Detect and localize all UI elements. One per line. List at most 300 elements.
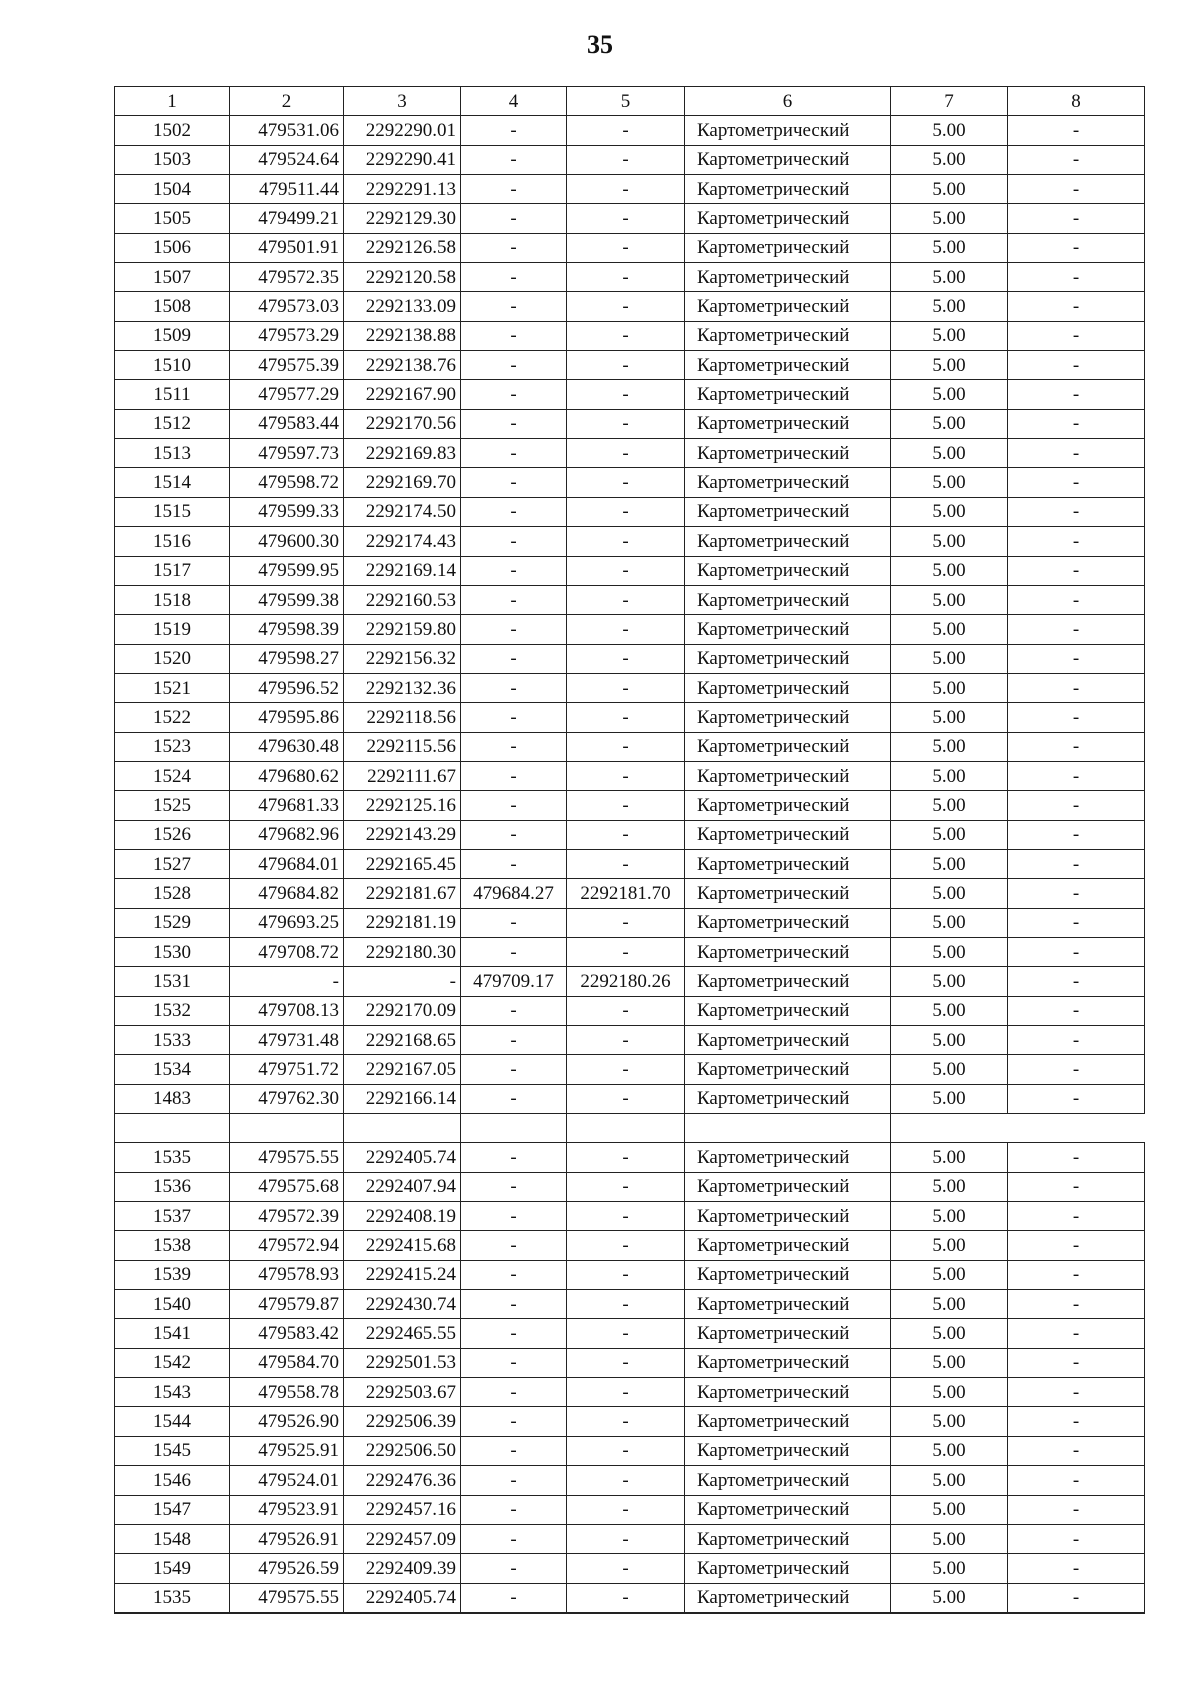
- cell-col-8: -: [1008, 1231, 1145, 1260]
- cell-col-8: -: [1008, 908, 1145, 937]
- cell-col-6: Картометрический: [685, 585, 891, 614]
- table-row: [115, 233, 1145, 262]
- cell-col-2: 479575.39: [230, 351, 344, 380]
- header-row: [115, 87, 1145, 116]
- cell-col-5: -: [567, 116, 685, 145]
- cell-col-4: -: [461, 233, 567, 262]
- cell-col-7: 5.00: [891, 556, 1008, 585]
- cell-col-2: 479693.25: [230, 908, 344, 937]
- cell-col-4: -: [461, 321, 567, 350]
- cell-col-4: 479709.17: [461, 967, 567, 996]
- cell-col-6: Картометрический: [685, 204, 891, 233]
- cell-col-5: -: [567, 233, 685, 262]
- cell-col-8: -: [1008, 1583, 1145, 1613]
- cell-col-8: -: [1008, 233, 1145, 262]
- cell-col-4: -: [461, 585, 567, 614]
- cell-col-2: 2: [230, 87, 344, 116]
- cell-col-1: 1528: [115, 879, 230, 908]
- cell-col-6: Картометрический: [685, 1172, 891, 1201]
- cell-col-8: -: [1008, 145, 1145, 174]
- cell-col-2: 479572.35: [230, 263, 344, 292]
- table-row: [115, 1202, 1145, 1231]
- cell-col-2: 479523.91: [230, 1495, 344, 1524]
- cell-col-4: -: [461, 1495, 567, 1524]
- cell-col-5: -: [567, 1319, 685, 1348]
- cell-col-1: 1517: [115, 556, 230, 585]
- cell-col-7: 5.00: [891, 145, 1008, 174]
- cell-col-7: 5.00: [891, 673, 1008, 702]
- cell-col-3: -: [344, 967, 461, 996]
- table-row: [115, 1260, 1145, 1289]
- cell-col-6: Картометрический: [685, 292, 891, 321]
- table-row: [115, 1231, 1145, 1260]
- cell-col-6: Картометрический: [685, 908, 891, 937]
- empty-cell: [567, 1114, 685, 1143]
- cell-col-6: Картометрический: [685, 1495, 891, 1524]
- cell-col-1: 1537: [115, 1202, 230, 1231]
- cell-col-2: 479526.90: [230, 1407, 344, 1436]
- cell-col-6: Картометрический: [685, 233, 891, 262]
- cell-col-8: -: [1008, 1084, 1145, 1113]
- cell-col-5: -: [567, 556, 685, 585]
- cell-col-7: 5.00: [891, 908, 1008, 937]
- cell-col-3: 2292168.65: [344, 1026, 461, 1055]
- cell-col-4: -: [461, 1172, 567, 1201]
- empty-cell: [1008, 1114, 1145, 1143]
- cell-col-3: 2292138.76: [344, 351, 461, 380]
- cell-col-8: -: [1008, 292, 1145, 321]
- cell-col-3: 2292167.05: [344, 1055, 461, 1084]
- cell-col-7: 7: [891, 87, 1008, 116]
- cell-col-8: -: [1008, 585, 1145, 614]
- cell-col-6: Картометрический: [685, 497, 891, 526]
- cell-col-1: 1544: [115, 1407, 230, 1436]
- cell-col-4: -: [461, 673, 567, 702]
- table-row: [115, 292, 1145, 321]
- cell-col-1: 1519: [115, 615, 230, 644]
- cell-col-8: -: [1008, 175, 1145, 204]
- cell-col-5: -: [567, 1436, 685, 1465]
- cell-col-5: -: [567, 321, 685, 350]
- cell-col-4: -: [461, 820, 567, 849]
- cell-col-5: -: [567, 1202, 685, 1231]
- cell-col-2: 479573.03: [230, 292, 344, 321]
- cell-col-8: -: [1008, 204, 1145, 233]
- cell-col-2: 479572.94: [230, 1231, 344, 1260]
- cell-col-7: 5.00: [891, 1554, 1008, 1583]
- cell-col-6: Картометрический: [685, 615, 891, 644]
- cell-col-4: -: [461, 1554, 567, 1583]
- cell-col-3: 3: [344, 87, 461, 116]
- cell-col-7: 5.00: [891, 1407, 1008, 1436]
- cell-col-2: 479599.38: [230, 585, 344, 614]
- cell-col-5: -: [567, 1466, 685, 1495]
- cell-col-8: -: [1008, 468, 1145, 497]
- cell-col-8: -: [1008, 1466, 1145, 1495]
- cell-col-1: 1531: [115, 967, 230, 996]
- cell-col-7: 5.00: [891, 497, 1008, 526]
- cell-col-8: -: [1008, 1495, 1145, 1524]
- cell-col-5: -: [567, 1231, 685, 1260]
- cell-col-2: 479598.27: [230, 644, 344, 673]
- table-row: [115, 703, 1145, 732]
- cell-col-5: -: [567, 1290, 685, 1319]
- cell-col-4: -: [461, 996, 567, 1025]
- cell-col-2: 479577.29: [230, 380, 344, 409]
- cell-col-1: 1529: [115, 908, 230, 937]
- cell-col-8: -: [1008, 1407, 1145, 1436]
- cell-col-8: -: [1008, 380, 1145, 409]
- cell-col-5: -: [567, 761, 685, 790]
- cell-col-2: 479680.62: [230, 761, 344, 790]
- cell-col-8: -: [1008, 791, 1145, 820]
- table-row: [115, 1466, 1145, 1495]
- cell-col-6: Картометрический: [685, 1524, 891, 1553]
- cell-col-3: 2292156.32: [344, 644, 461, 673]
- cell-col-6: Картометрический: [685, 761, 891, 790]
- cell-col-7: 5.00: [891, 849, 1008, 878]
- cell-col-7: 5.00: [891, 1084, 1008, 1113]
- cell-col-1: 1512: [115, 409, 230, 438]
- cell-col-2: 479597.73: [230, 439, 344, 468]
- cell-col-7: 5.00: [891, 761, 1008, 790]
- cell-col-7: 5.00: [891, 263, 1008, 292]
- cell-col-3: 2292181.67: [344, 879, 461, 908]
- cell-col-3: 2292174.43: [344, 527, 461, 556]
- table-row: [115, 204, 1145, 233]
- cell-col-3: 2292170.56: [344, 409, 461, 438]
- cell-col-2: 479575.68: [230, 1172, 344, 1201]
- cell-col-6: Картометрический: [685, 644, 891, 673]
- cell-col-1: 1523: [115, 732, 230, 761]
- table-row: [115, 849, 1145, 878]
- cell-col-2: 479499.21: [230, 204, 344, 233]
- cell-col-7: 5.00: [891, 1495, 1008, 1524]
- cell-col-6: Картометрический: [685, 116, 891, 145]
- cell-col-1: 1542: [115, 1348, 230, 1377]
- cell-col-7: 5.00: [891, 380, 1008, 409]
- cell-col-6: Картометрический: [685, 527, 891, 556]
- cell-col-6: Картометрический: [685, 1143, 891, 1172]
- cell-col-7: 5.00: [891, 1026, 1008, 1055]
- cell-col-1: 1543: [115, 1378, 230, 1407]
- cell-col-1: 1507: [115, 263, 230, 292]
- cell-col-7: 5.00: [891, 615, 1008, 644]
- cell-col-7: 5.00: [891, 967, 1008, 996]
- cell-col-2: 479584.70: [230, 1348, 344, 1377]
- cell-col-7: 5.00: [891, 1202, 1008, 1231]
- cell-col-4: -: [461, 1084, 567, 1113]
- cell-col-4: -: [461, 1583, 567, 1613]
- cell-col-8: -: [1008, 703, 1145, 732]
- table-row: [115, 879, 1145, 908]
- cell-col-3: 2292169.83: [344, 439, 461, 468]
- empty-cell: [230, 1114, 344, 1143]
- table-row: [115, 1290, 1145, 1319]
- cell-col-4: -: [461, 849, 567, 878]
- cell-col-1: 1533: [115, 1026, 230, 1055]
- cell-col-7: 5.00: [891, 1290, 1008, 1319]
- cell-col-7: 5.00: [891, 1143, 1008, 1172]
- cell-col-5: -: [567, 292, 685, 321]
- cell-col-6: Картометрический: [685, 1084, 891, 1113]
- cell-col-2: 479526.59: [230, 1554, 344, 1583]
- cell-col-7: 5.00: [891, 1524, 1008, 1553]
- cell-col-7: 5.00: [891, 644, 1008, 673]
- cell-col-4: -: [461, 1436, 567, 1465]
- cell-col-8: -: [1008, 409, 1145, 438]
- cell-col-3: 2292407.94: [344, 1172, 461, 1201]
- table-row: [115, 967, 1145, 996]
- cell-col-4: -: [461, 468, 567, 497]
- cell-col-4: -: [461, 1466, 567, 1495]
- cell-col-4: -: [461, 116, 567, 145]
- cell-col-4: -: [461, 1524, 567, 1553]
- cell-col-3: 2292120.58: [344, 263, 461, 292]
- cell-col-6: Картометрический: [685, 703, 891, 732]
- cell-col-2: 479558.78: [230, 1378, 344, 1407]
- cell-col-6: Картометрический: [685, 1348, 891, 1377]
- cell-col-7: 5.00: [891, 175, 1008, 204]
- cell-col-4: -: [461, 497, 567, 526]
- cell-col-8: -: [1008, 879, 1145, 908]
- cell-col-2: 479598.39: [230, 615, 344, 644]
- cell-col-8: -: [1008, 116, 1145, 145]
- cell-col-1: 1524: [115, 761, 230, 790]
- separator-row: [115, 1114, 1145, 1143]
- cell-col-6: Картометрический: [685, 1378, 891, 1407]
- cell-col-1: 1535: [115, 1143, 230, 1172]
- empty-cell: [891, 1114, 1008, 1143]
- cell-col-6: Картометрический: [685, 1231, 891, 1260]
- table-row: [115, 439, 1145, 468]
- cell-col-4: -: [461, 644, 567, 673]
- cell-col-2: 479531.06: [230, 116, 344, 145]
- cell-col-1: 1538: [115, 1231, 230, 1260]
- cell-col-6: Картометрический: [685, 791, 891, 820]
- table-row: [115, 497, 1145, 526]
- cell-col-1: 1515: [115, 497, 230, 526]
- cell-col-5: -: [567, 1026, 685, 1055]
- cell-col-1: 1520: [115, 644, 230, 673]
- cell-col-5: -: [567, 204, 685, 233]
- cell-col-8: -: [1008, 1348, 1145, 1377]
- empty-cell: [115, 1114, 230, 1143]
- cell-col-1: 1513: [115, 439, 230, 468]
- table-row: [115, 996, 1145, 1025]
- cell-col-5: -: [567, 351, 685, 380]
- cell-col-8: -: [1008, 351, 1145, 380]
- cell-col-1: 1521: [115, 673, 230, 702]
- cell-col-2: 479511.44: [230, 175, 344, 204]
- cell-col-4: 4: [461, 87, 567, 116]
- cell-col-1: 1549: [115, 1554, 230, 1583]
- cell-col-2: 479598.72: [230, 468, 344, 497]
- cell-col-4: -: [461, 1407, 567, 1436]
- cell-col-8: -: [1008, 1026, 1145, 1055]
- cell-col-3: 2292167.90: [344, 380, 461, 409]
- cell-col-5: -: [567, 527, 685, 556]
- cell-col-4: -: [461, 175, 567, 204]
- cell-col-3: 2292457.16: [344, 1495, 461, 1524]
- cell-col-6: Картометрический: [685, 820, 891, 849]
- cell-col-3: 2292166.14: [344, 1084, 461, 1113]
- cell-col-1: 1526: [115, 820, 230, 849]
- cell-col-8: -: [1008, 321, 1145, 350]
- empty-cell: [685, 1114, 891, 1143]
- cell-col-1: 1535: [115, 1583, 230, 1613]
- table-row: [115, 1524, 1145, 1553]
- table-row: [115, 145, 1145, 174]
- cell-col-1: 1530: [115, 937, 230, 966]
- cell-col-5: -: [567, 175, 685, 204]
- cell-col-6: Картометрический: [685, 1260, 891, 1289]
- cell-col-6: Картометрический: [685, 1319, 891, 1348]
- empty-cell: [344, 1114, 461, 1143]
- table-row: [115, 1055, 1145, 1084]
- cell-col-1: 1534: [115, 1055, 230, 1084]
- cell-col-5: -: [567, 996, 685, 1025]
- table-row: [115, 644, 1145, 673]
- cell-col-7: 5.00: [891, 527, 1008, 556]
- cell-col-2: 479596.52: [230, 673, 344, 702]
- cell-col-3: 2292159.80: [344, 615, 461, 644]
- cell-col-1: 1: [115, 87, 230, 116]
- cell-col-3: 2292169.14: [344, 556, 461, 585]
- cell-col-4: -: [461, 292, 567, 321]
- cell-col-1: 1503: [115, 145, 230, 174]
- cell-col-7: 5.00: [891, 1436, 1008, 1465]
- cell-col-3: 2292476.36: [344, 1466, 461, 1495]
- cell-col-8: -: [1008, 761, 1145, 790]
- cell-col-2: 479595.86: [230, 703, 344, 732]
- cell-col-1: 1502: [115, 116, 230, 145]
- cell-col-8: -: [1008, 1143, 1145, 1172]
- cell-col-6: Картометрический: [685, 380, 891, 409]
- cell-col-7: 5.00: [891, 1466, 1008, 1495]
- cell-col-8: -: [1008, 820, 1145, 849]
- cell-col-6: Картометрический: [685, 1202, 891, 1231]
- cell-col-8: -: [1008, 1554, 1145, 1583]
- cell-col-3: 2292129.30: [344, 204, 461, 233]
- cell-col-3: 2292415.68: [344, 1231, 461, 1260]
- cell-col-7: 5.00: [891, 1260, 1008, 1289]
- cell-col-3: 2292430.74: [344, 1290, 461, 1319]
- cell-col-5: -: [567, 380, 685, 409]
- cell-col-4: -: [461, 1231, 567, 1260]
- cell-col-6: Картометрический: [685, 145, 891, 174]
- cell-col-2: 479524.64: [230, 145, 344, 174]
- cell-col-7: 5.00: [891, 1348, 1008, 1377]
- cell-col-4: -: [461, 204, 567, 233]
- cell-col-8: -: [1008, 937, 1145, 966]
- cell-col-5: -: [567, 1260, 685, 1289]
- cell-col-5: -: [567, 703, 685, 732]
- cell-col-2: 479681.33: [230, 791, 344, 820]
- cell-col-1: 1546: [115, 1466, 230, 1495]
- table-row: [115, 409, 1145, 438]
- cell-col-8: -: [1008, 967, 1145, 996]
- cell-col-7: 5.00: [891, 1378, 1008, 1407]
- table-row: [115, 175, 1145, 204]
- cell-col-4: -: [461, 351, 567, 380]
- cell-col-2: 479579.87: [230, 1290, 344, 1319]
- cell-col-1: 1511: [115, 380, 230, 409]
- cell-col-5: -: [567, 908, 685, 937]
- cell-col-4: -: [461, 1143, 567, 1172]
- cell-col-2: 479501.91: [230, 233, 344, 262]
- cell-col-2: 479526.91: [230, 1524, 344, 1553]
- cell-col-7: 5.00: [891, 879, 1008, 908]
- cell-col-5: -: [567, 1583, 685, 1613]
- cell-col-1: 1510: [115, 351, 230, 380]
- cell-col-4: -: [461, 1202, 567, 1231]
- cell-col-3: 2292506.39: [344, 1407, 461, 1436]
- cell-col-6: Картометрический: [685, 1466, 891, 1495]
- cell-col-7: 5.00: [891, 321, 1008, 350]
- cell-col-6: Картометрический: [685, 937, 891, 966]
- cell-col-8: -: [1008, 615, 1145, 644]
- cell-col-7: 5.00: [891, 1231, 1008, 1260]
- cell-col-1: 1504: [115, 175, 230, 204]
- cell-col-2: 479599.33: [230, 497, 344, 526]
- cell-col-2: 479682.96: [230, 820, 344, 849]
- cell-col-3: 2292457.09: [344, 1524, 461, 1553]
- cell-col-5: -: [567, 673, 685, 702]
- cell-col-1: 1505: [115, 204, 230, 233]
- cell-col-6: 6: [685, 87, 891, 116]
- cell-col-5: -: [567, 497, 685, 526]
- cell-col-1: 1540: [115, 1290, 230, 1319]
- cell-col-3: 2292165.45: [344, 849, 461, 878]
- cell-col-7: 5.00: [891, 1583, 1008, 1613]
- cell-col-5: -: [567, 820, 685, 849]
- cell-col-6: Картометрический: [685, 439, 891, 468]
- cell-col-6: Картометрический: [685, 468, 891, 497]
- cell-col-6: Картометрический: [685, 1583, 891, 1613]
- cell-col-1: 1506: [115, 233, 230, 262]
- cell-col-8: -: [1008, 497, 1145, 526]
- cell-col-8: -: [1008, 1524, 1145, 1553]
- table-row: [115, 1348, 1145, 1377]
- cell-col-4: -: [461, 703, 567, 732]
- cell-col-2: 479684.82: [230, 879, 344, 908]
- cell-col-4: -: [461, 615, 567, 644]
- cell-col-1: 1548: [115, 1524, 230, 1553]
- cell-col-6: Картометрический: [685, 175, 891, 204]
- cell-col-8: -: [1008, 263, 1145, 292]
- cell-col-8: -: [1008, 1260, 1145, 1289]
- cell-col-5: -: [567, 937, 685, 966]
- cell-col-8: -: [1008, 527, 1145, 556]
- cell-col-2: -: [230, 967, 344, 996]
- cell-col-2: 479751.72: [230, 1055, 344, 1084]
- cell-col-6: Картометрический: [685, 263, 891, 292]
- table-row: [115, 1143, 1145, 1172]
- cell-col-2: 479578.93: [230, 1260, 344, 1289]
- table-row: [115, 1583, 1145, 1613]
- cell-col-3: 2292465.55: [344, 1319, 461, 1348]
- cell-col-2: 479708.72: [230, 937, 344, 966]
- cell-col-3: 2292501.53: [344, 1348, 461, 1377]
- cell-col-2: 479708.13: [230, 996, 344, 1025]
- cell-col-5: 5: [567, 87, 685, 116]
- empty-cell: [461, 1114, 567, 1143]
- cell-col-5: -: [567, 263, 685, 292]
- coordinates-table: [114, 86, 1145, 1614]
- cell-col-3: 2292506.50: [344, 1436, 461, 1465]
- cell-col-2: 479731.48: [230, 1026, 344, 1055]
